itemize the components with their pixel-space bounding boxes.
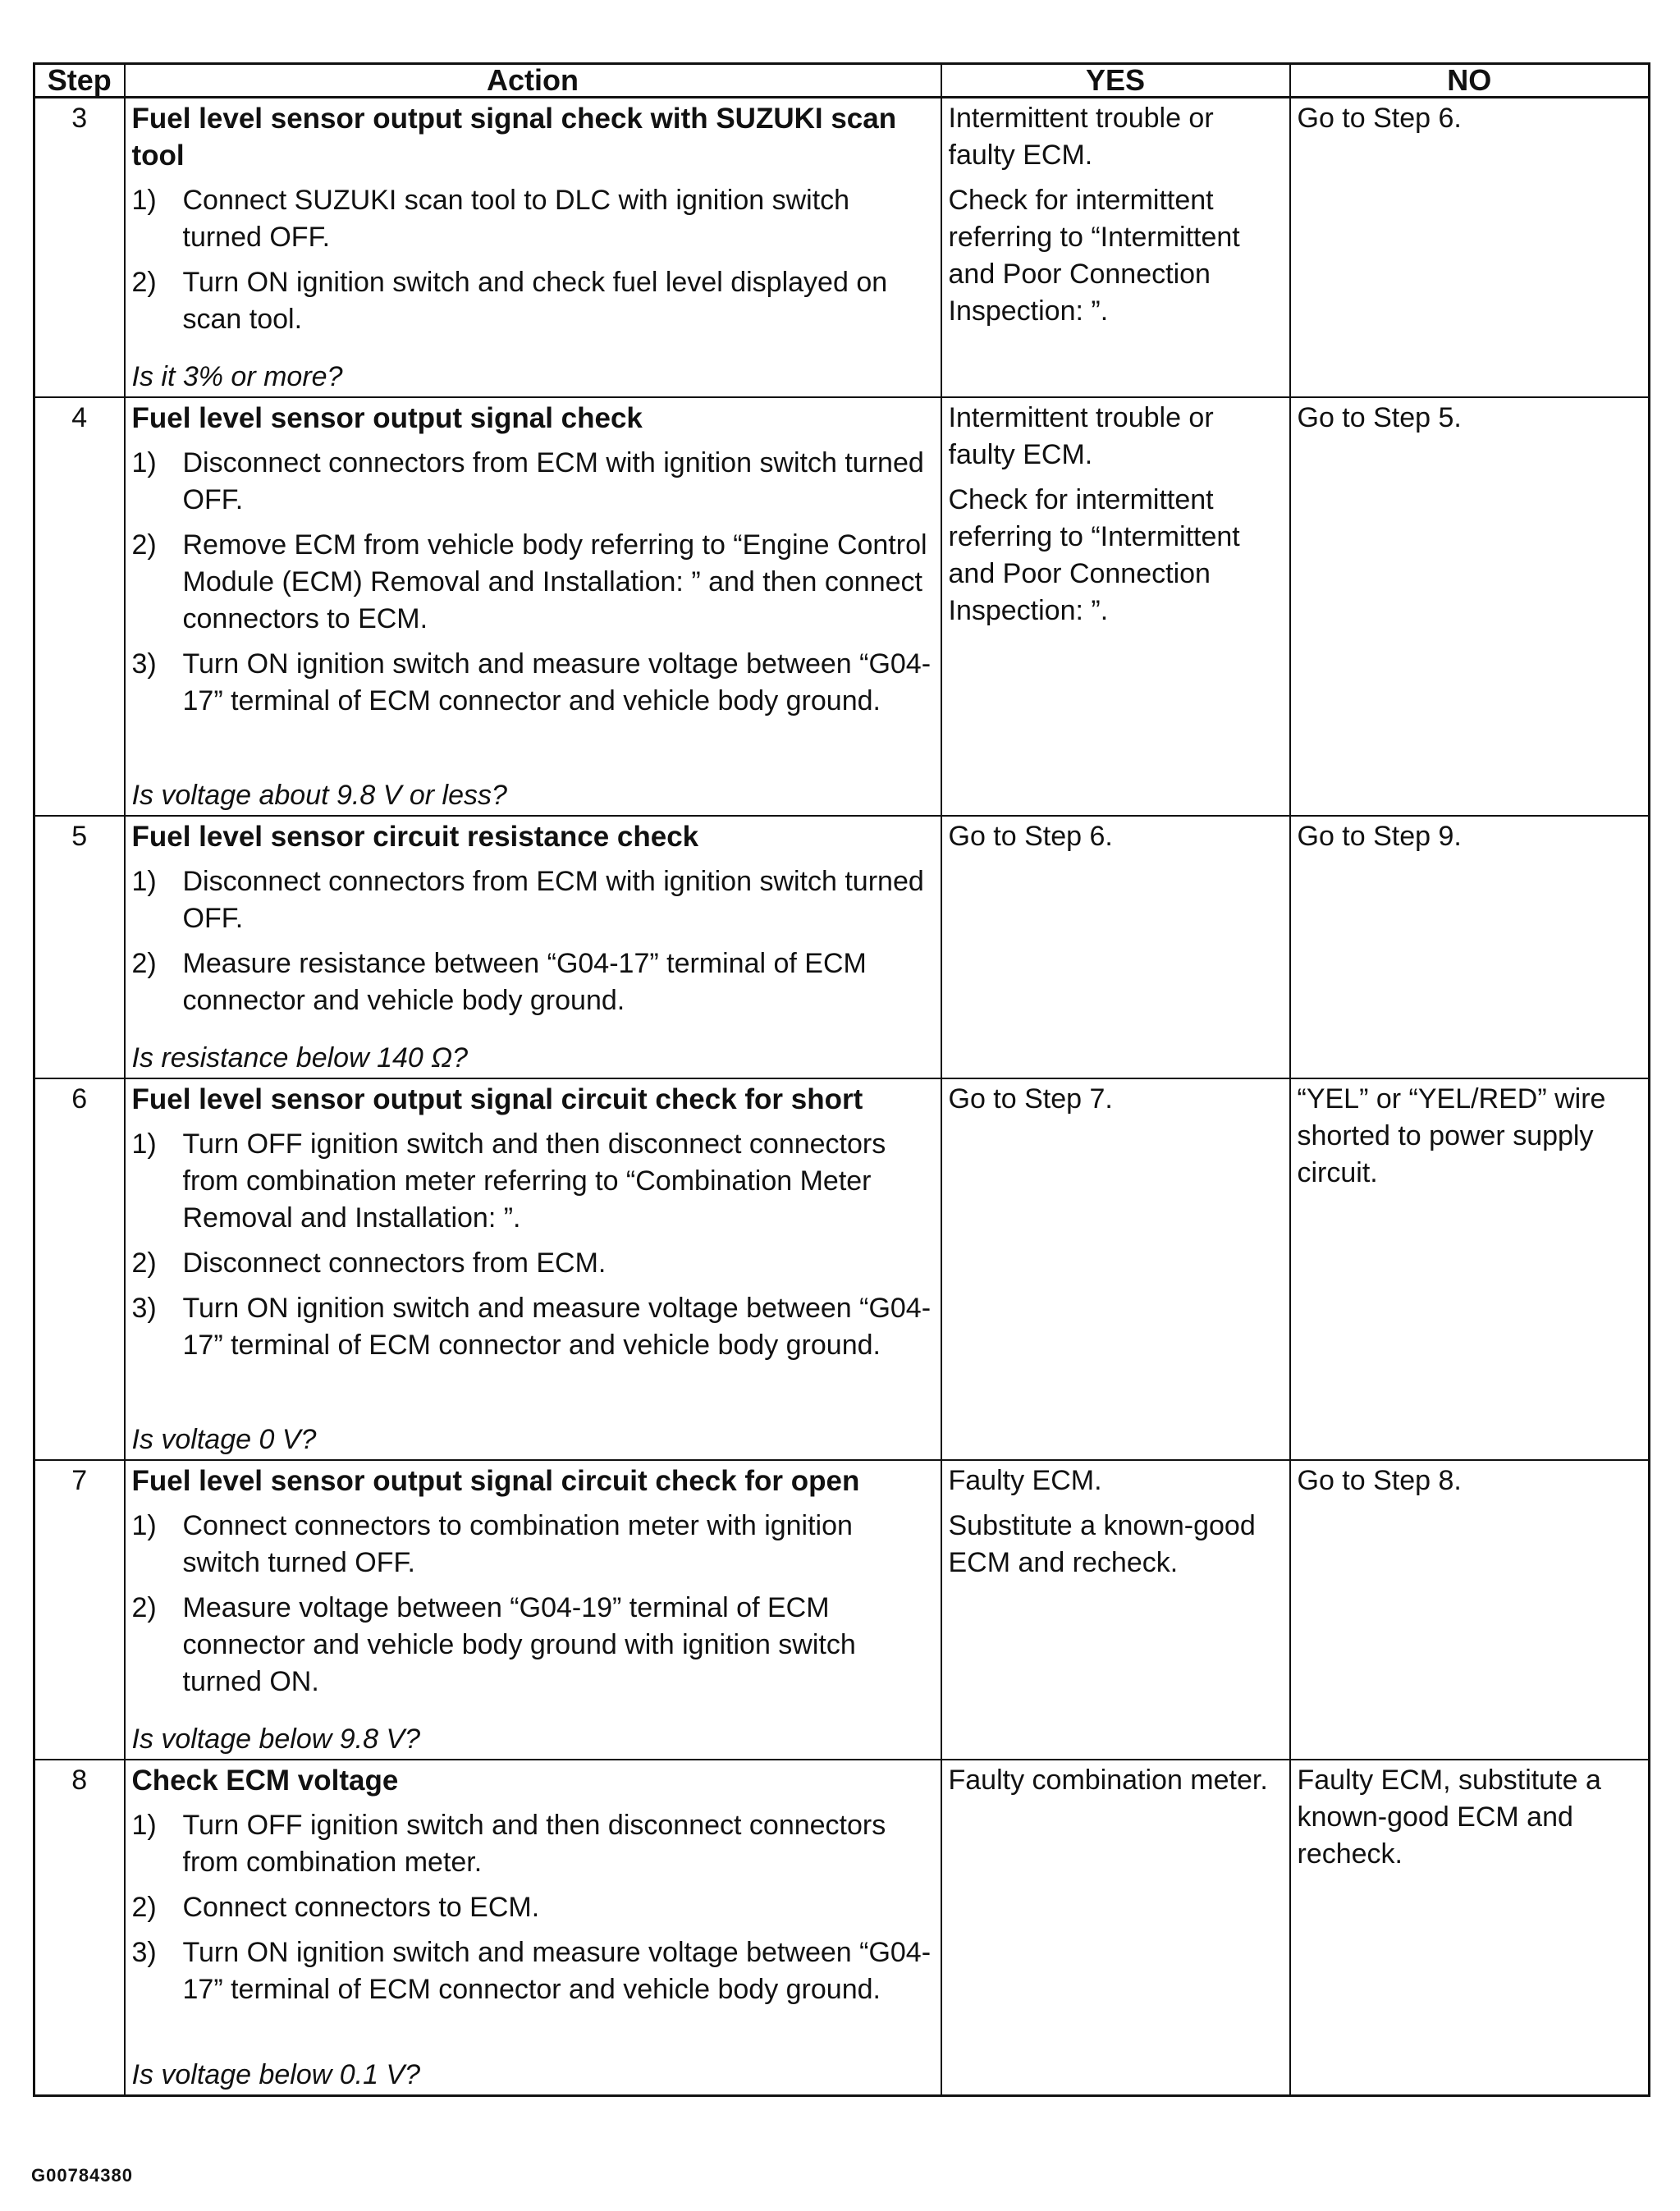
step-number: 5: [34, 816, 125, 1078]
substep-list: [132, 445, 932, 720]
list-item: [132, 1889, 932, 1926]
check-question: Is voltage below 0.1 V?: [131, 2059, 421, 2090]
action-title: Fuel level sensor output signal circuit check for open: [131, 1464, 860, 1497]
no-cell: [1290, 397, 1650, 816]
list-item: [132, 1245, 932, 1282]
header-no: NO: [1290, 64, 1650, 98]
substep-number: 2): [131, 1247, 157, 1279]
list-item: [132, 646, 932, 720]
no-text: Go to Step 5.: [1297, 401, 1462, 433]
substep-text: Turn ON ignition switch and measure voltage between “G04-17” terminal of ECM connector and vehicle body ground.: [182, 1936, 932, 2005]
no-cell: [1290, 1760, 1650, 2096]
table-row: [34, 1460, 1650, 1760]
check-question: Is voltage about 9.8 V or less?: [131, 779, 507, 811]
yes-cell: [941, 1078, 1290, 1460]
check-question: Is it 3% or more?: [131, 360, 343, 392]
step-number: 7: [34, 1460, 125, 1760]
no-cell: [1290, 1460, 1650, 1760]
substep-number: 1): [131, 1809, 157, 1841]
substep-text: Turn OFF ignition switch and then disconnect connectors from combination meter.: [182, 1809, 886, 1878]
yes-cell: [941, 1760, 1290, 2096]
table-row: [34, 816, 1650, 1078]
list-item: [132, 264, 932, 338]
list-item: [132, 1807, 932, 1881]
header-yes: YES: [941, 64, 1290, 98]
yes-text: Check for intermittent referring to “Intermittent and Poor Connection Inspection: ”.: [948, 483, 1240, 626]
yes-cell: [941, 397, 1290, 816]
step-number: 8: [34, 1760, 125, 2096]
yes-cell: [941, 1460, 1290, 1760]
yes-text: Go to Step 6.: [948, 820, 1113, 852]
yes-text: Intermittent trouble or faulty ECM.: [948, 401, 1214, 470]
substep-text: Turn ON ignition switch and check fuel level displayed on scan tool.: [182, 267, 888, 335]
substep-number: 2): [131, 267, 157, 298]
check-question: Is voltage below 9.8 V?: [131, 1723, 421, 1755]
substep-number: 3): [131, 1936, 157, 1968]
step-number: 6: [34, 1078, 125, 1460]
yes-text: Check for intermittent referring to “Intermittent and Poor Connection Inspection: ”.: [948, 185, 1240, 327]
action-cell: [125, 397, 941, 816]
list-item: [132, 527, 932, 638]
substep-number: 1): [131, 446, 157, 478]
substep-number: 3): [131, 648, 157, 680]
substep-text: Disconnect connectors from ECM with ignition switch turned OFF.: [182, 865, 924, 934]
substep-text: Connect connectors to ECM.: [182, 1891, 540, 1923]
no-cell: [1290, 1078, 1650, 1460]
list-item: [132, 445, 932, 519]
no-text: Go to Step 9.: [1297, 820, 1462, 852]
substep-list: [132, 1508, 932, 1701]
action-cell: [125, 816, 941, 1078]
substep-text: Disconnect connectors from ECM.: [182, 1247, 607, 1279]
no-text: Go to Step 8.: [1297, 1464, 1462, 1496]
yes-text: Faulty ECM.: [948, 1464, 1102, 1496]
substep-list: [132, 1807, 932, 2008]
substep-number: 3): [131, 1292, 157, 1324]
header-action: Action: [125, 64, 941, 98]
substep-list: [132, 182, 932, 338]
substep-text: Connect connectors to combination meter with ignition switch turned OFF.: [182, 1509, 853, 1578]
yes-text: Substitute a known-good ECM and recheck.: [948, 1509, 1256, 1578]
no-text: Go to Step 6.: [1297, 103, 1462, 134]
table-row: [34, 1760, 1650, 2096]
table-row: [34, 397, 1650, 816]
figure-code: G00784380: [31, 2165, 133, 2186]
yes-text: Faulty combination meter.: [948, 1764, 1268, 1796]
list-item: [132, 182, 932, 256]
substep-text: Remove ECM from vehicle body referring to “Engine Control Module (ECM) Removal and Installation: ” and then connect connectors to ECM.: [182, 529, 927, 634]
substep-number: 1): [131, 865, 157, 897]
list-item: [132, 945, 932, 1019]
table-header-row: [34, 64, 1650, 98]
substep-list: [132, 1126, 932, 1364]
action-cell: [125, 1760, 941, 2096]
substep-text: Connect SUZUKI scan tool to DLC with ignition switch turned OFF.: [182, 185, 850, 253]
header-step: Step: [34, 64, 125, 98]
substep-number: 2): [131, 947, 157, 979]
action-cell: [125, 1460, 941, 1760]
list-item: [132, 1934, 932, 2008]
no-text: Faulty ECM, substitute a known-good ECM and recheck.: [1297, 1764, 1601, 1870]
no-cell: [1290, 816, 1650, 1078]
list-item: [132, 863, 932, 937]
substep-number: 1): [131, 1509, 157, 1541]
yes-cell: [941, 98, 1290, 397]
action-title: Fuel level sensor circuit resistance check: [131, 820, 699, 853]
yes-text: Go to Step 7.: [948, 1083, 1113, 1115]
table-row: [34, 98, 1650, 397]
action-cell: [125, 1078, 941, 1460]
action-title: Fuel level sensor output signal check with SUZUKI scan tool: [131, 103, 897, 172]
check-question: Is voltage 0 V?: [131, 1423, 317, 1455]
no-text: “YEL” or “YEL/RED” wire shorted to power supply circuit.: [1297, 1083, 1606, 1188]
substep-number: 2): [131, 529, 157, 561]
substep-text: Measure voltage between “G04-19” terminal of ECM connector and vehicle body ground with ignition switch turned ON.: [182, 1591, 856, 1697]
substep-number: 1): [131, 185, 157, 216]
table-row: [34, 1078, 1650, 1460]
substep-text: Turn ON ignition switch and measure voltage between “G04-17” terminal of ECM connector and vehicle body ground.: [182, 1292, 932, 1361]
yes-cell: [941, 816, 1290, 1078]
list-item: [132, 1126, 932, 1237]
no-cell: [1290, 98, 1650, 397]
action-title: Check ECM voltage: [131, 1764, 399, 1797]
substep-number: 1): [131, 1128, 157, 1160]
step-number: 3: [34, 98, 125, 397]
diagnostic-table: [33, 62, 1650, 2097]
substep-text: Measure resistance between “G04-17” terminal of ECM connector and vehicle body ground.: [182, 947, 867, 1016]
list-item: [132, 1508, 932, 1582]
list-item: [132, 1290, 932, 1364]
step-number: 4: [34, 397, 125, 816]
check-question: Is resistance below 140 Ω?: [131, 1041, 469, 1073]
substep-number: 2): [131, 1891, 157, 1923]
substep-text: Disconnect connectors from ECM with ignition switch turned OFF.: [182, 446, 924, 515]
action-title: Fuel level sensor output signal circuit check for short: [131, 1083, 863, 1115]
action-cell: [125, 98, 941, 397]
substep-list: [132, 863, 932, 1019]
substep-number: 2): [131, 1591, 157, 1623]
yes-text: Intermittent trouble or faulty ECM.: [948, 103, 1214, 171]
substep-text: Turn OFF ignition switch and then disconnect connectors from combination meter referring to “Combination Meter Removal and Installation: ”.: [182, 1128, 886, 1234]
list-item: [132, 1590, 932, 1701]
substep-text: Turn ON ignition switch and measure voltage between “G04-17” terminal of ECM connector and vehicle body ground.: [182, 648, 932, 716]
action-title: Fuel level sensor output signal check: [131, 401, 643, 434]
